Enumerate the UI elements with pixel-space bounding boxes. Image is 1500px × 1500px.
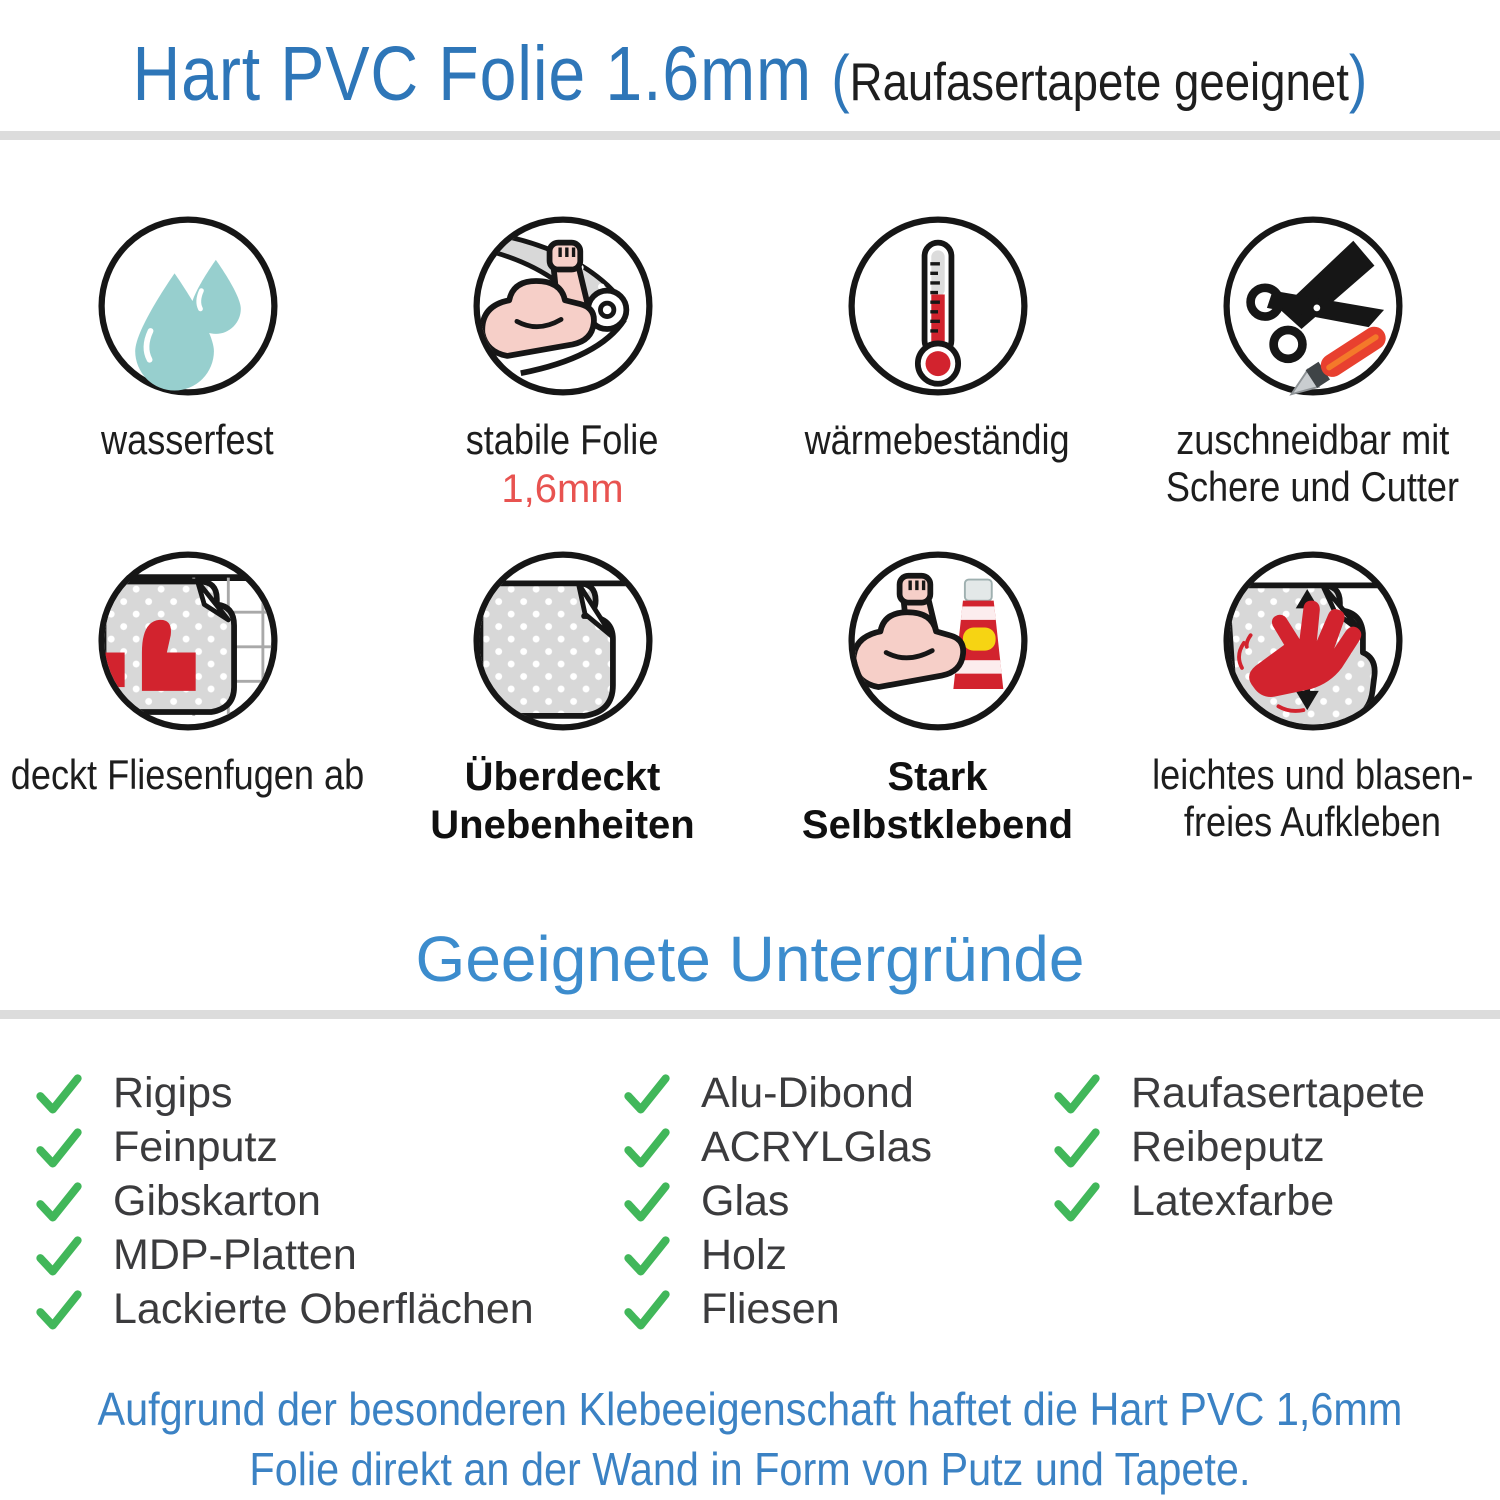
feature-zuschneidbar [1125,210,1500,545]
footer-note [0,1380,1500,1500]
list-item [35,1174,623,1228]
page-title [133,30,1368,119]
list-item [35,1228,623,1282]
check-icon [35,1234,83,1277]
substrate-label: MDP-Platten [113,1230,357,1279]
list-item [1053,1174,1470,1228]
substrate-label: Raufasertapete [1131,1068,1426,1117]
feature-wasserfest [0,210,375,545]
check-icon [623,1234,671,1277]
substrate-checklist [35,1066,1470,1336]
feature-thickness-note: 1,6mm [501,467,624,512]
muscle-foil-icon [467,210,659,402]
substrate-column-2 [623,1066,1053,1336]
list-item [35,1282,623,1336]
substrate-label: Holz [701,1230,788,1279]
substrate-label: Lackierte Oberflächen [113,1284,534,1333]
feature-label: leichtes und blasen- freies Aufkleben [1151,751,1474,846]
list-item [1053,1120,1470,1174]
feature-fliesenfugen [0,545,375,880]
feature-unebenheiten [375,545,750,880]
list-item [1053,1066,1470,1120]
check-icon [35,1126,83,1169]
footer-line-1: Aufgrund der besonderen Klebeeigenschaft haftet die Hart PVC 1,6mm [97,1383,1403,1435]
title-main: Hart PVC Folie 1.6mm [132,31,832,117]
footer-note-text [98,1380,1403,1500]
feature-grid [0,210,1500,880]
thermometer-icon [842,210,1034,402]
feature-label: stabile Folie [466,416,659,463]
list-item [623,1174,1053,1228]
list-item [35,1120,623,1174]
feature-label: zuschneidbar mit Schere und Cutter [1165,416,1460,511]
foil-overlay-icon [467,545,659,737]
feature-stabile-folie [375,210,750,545]
check-icon [35,1288,83,1331]
check-icon [623,1288,671,1331]
feature-label: deckt Fliesenfugen ab [10,751,365,798]
substrate-label: Glas [701,1176,790,1225]
substrate-column-1 [35,1066,623,1336]
check-icon [623,1072,671,1115]
check-icon [1053,1072,1101,1115]
substrate-label: Alu-Dibond [701,1068,914,1117]
list-item [623,1120,1053,1174]
substrate-label: Feinputz [113,1122,278,1171]
check-icon [1053,1180,1101,1223]
substrate-label: ACRYLGlas [701,1122,933,1171]
list-item [623,1228,1053,1282]
title-paren-close: ) [1349,42,1368,114]
list-item [623,1282,1053,1336]
check-icon [35,1072,83,1115]
section-title: Geeignete Untergründe [415,923,1085,995]
muscle-glue-icon [842,545,1034,737]
thumb-tiles-icon [92,545,284,737]
feature-label: wasserfest [101,416,274,463]
footer-line-2: Folie direkt an der Wand in Form von Putz und Tapete. [249,1442,1251,1495]
title-paren-open: ( [831,42,850,114]
substrate-label: Gibskarton [113,1176,321,1225]
feature-label: wärmebeständig [804,416,1071,463]
title-subtitle: Raufasertapete geeignet [849,53,1350,112]
feature-aufkleben [1125,545,1500,880]
substrate-label: Reibeputz [1131,1122,1325,1171]
hand-smooth-icon [1217,545,1409,737]
substrate-label: Rigips [113,1068,233,1117]
list-item [623,1066,1053,1120]
water-drops-icon [92,210,284,402]
feature-label: Überdeckt Unebenheiten [430,755,695,847]
scissors-cutter-icon [1217,210,1409,402]
substrate-column-3 [1053,1066,1470,1336]
divider-top [0,131,1500,140]
divider-section [0,1010,1500,1019]
check-icon [623,1180,671,1223]
check-icon [1053,1126,1101,1169]
substrate-label: Fliesen [701,1284,840,1333]
check-icon [623,1126,671,1169]
list-item [35,1066,623,1120]
check-icon [35,1180,83,1223]
feature-label: Stark Selbstklebend [801,755,1074,847]
substrate-label: Latexfarbe [1131,1176,1335,1225]
feature-selbstklebend [750,545,1125,880]
header [0,30,1500,119]
feature-waermebestaendig [750,210,1125,545]
